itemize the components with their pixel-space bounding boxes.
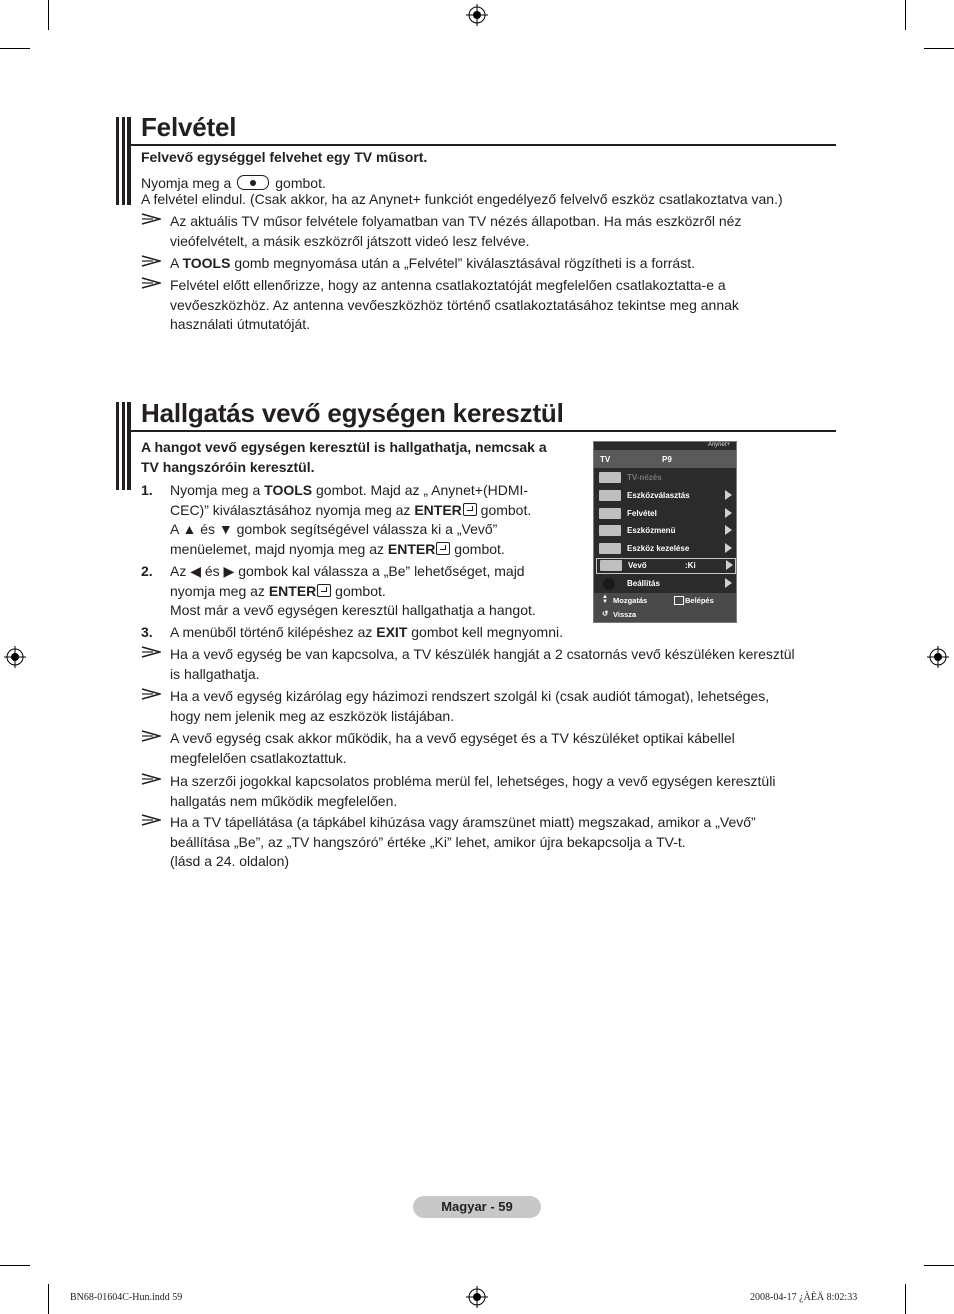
osd-tv-label: TV [600,455,611,464]
note-text: Az aktuális TV műsor felvétele folyamatban van TV nézés állapotban. Ha más eszközről néz vieófelvételt, a másik eszközről játszott videó lesz felvéve. [170,213,742,249]
note-text: Ha a TV tápellátása (a tápkábel kihúzása vagy áramszünet miatt) megszakad, amikor a „Vevő” beállítása „Be”, az „TV hangszóró” értéke „Ki” lehet, amikor újra bekapcsolja a TV-t. (lásd a 24. oldalon) [170,814,756,869]
osd-item-eszkoz-kezelese: Eszköz kezelése [596,541,734,556]
note-text: Ha a vevő egység kizárólag egy házimozi rendszert szolgál ki (csak audiót támogat), lehetséges, hogy nem jelenik meg az eszközök listájában. [170,688,770,724]
section-intro: A hangot vevő egységen keresztül is hallgathatja, nemcsak a [141,439,547,455]
file-slug: BN68-01604C-Hun.indd 59 [70,1292,183,1303]
date-slug: 2008-04-17 ¿ÀÈÄ 8:02:33 [750,1292,858,1303]
tv-menu-screenshot [593,441,737,623]
record-button-icon [237,175,269,190]
osd-item-felvetel: Felvétel [596,506,734,521]
note-text: Ha a vevő egység be van kapcsolva, a TV készülék hangját a 2 csatornás vevő készüléken keresztül is hallgathatja. [170,646,795,682]
updown-icon: ▲ ▼ [602,594,608,605]
enter-icon [317,584,331,597]
note-arrow-icon [141,729,161,743]
page-number-badge: Magyar - 59 [413,1196,541,1218]
note-arrow-icon [141,772,161,786]
arrow-right-icon [725,543,732,553]
device-select-icon [599,490,621,501]
note-text: A TOOLS gomb megnyomása után a „Felvétel” kiválasztásával rögzítheti is a forrást. [170,255,695,271]
registration-mark-icon [927,646,949,668]
osd-enter-label: Belépés [685,596,714,605]
note-arrow-icon [141,254,161,268]
arrow-right-icon [726,560,733,570]
crop-mark [924,1265,954,1266]
settings-gear-icon [603,578,615,590]
section-intro: TV hangszóróin keresztül. [141,459,315,475]
section-title: Felvétel [141,112,237,142]
arrow-right-icon [725,525,732,535]
device-menu-icon [599,525,621,536]
registration-mark-icon [4,646,26,668]
arrow-right-icon [725,578,732,588]
enter-icon [436,542,450,555]
note-arrow-icon [141,645,161,659]
osd-item-eszkozmenu: Eszközmenü [596,523,734,538]
step-number: 3. [141,624,153,640]
record-icon [599,508,621,519]
title-rule [131,144,836,146]
note-arrow-icon [141,212,161,226]
crop-mark [905,1284,906,1314]
crop-mark [48,0,49,30]
crop-mark [0,48,30,49]
osd-item-tv-nezes: TV-nézés [596,470,734,485]
note-text: A vevő egység csak akkor működik, ha a vevő egységet és a TV készüléket optikai kábellel megfelelően csatlakoztattuk. [170,730,735,766]
instruction-line: A felvétel elindul. (Csak akkor, ha az Anynet+ funkciót engedélyező felvelvő eszköz csatlakoztatva van.) [141,191,783,207]
registration-mark-icon [466,4,488,26]
crop-mark [0,1265,30,1266]
note-arrow-icon [141,687,161,701]
osd-item-eszkozvalasztas: Eszközválasztás [596,488,734,503]
instruction-text: Nyomja meg a [141,175,232,191]
step-number: 1. [141,482,153,498]
instruction-text: gombot. [275,175,326,191]
section-title: Hallgatás vevő egységen keresztül [141,398,564,428]
osd-item-vevo: Vevő :Ki [596,558,736,574]
arrow-right-icon [725,490,732,500]
osd-header [594,450,736,468]
osd-vevo-value: :Ki [685,561,696,570]
step-number: 2. [141,563,153,579]
osd-back-label: Vissza [613,610,637,619]
osd-item-beallitas: Beállítás [596,576,734,591]
crop-mark [905,0,906,30]
tv-icon [599,472,621,483]
osd-brand: Anynet+ [707,442,730,448]
section-bar [116,402,131,490]
device-control-icon [599,543,621,554]
osd-channel: P9 [662,455,672,464]
step-text: A menüből történő kilépéshez az EXIT gombot kell megnyomni. [170,624,564,640]
enter-icon [463,503,477,516]
osd-footer [594,593,736,622]
enter-icon [674,596,684,605]
section-bar [116,117,131,205]
note-arrow-icon [141,276,161,290]
return-icon: ↺ [602,609,609,618]
registration-mark-icon [466,1286,488,1308]
note-text: Ha szerzői jogokkal kapcsolatos probléma merül fel, lehetséges, hogy a vevő egységen keresztüli hallgatás nem működik megfelelően. [170,773,776,809]
crop-mark [48,1284,49,1314]
note-text: Felvétel előtt ellenőrizze, hogy az antenna csatlakoztatóját megfelelően csatlakoztatta-e a vevőeszközhöz. Az antenna vevőeszközhöz történő csatlakoztatásához tekintse meg annak használati útmutatóját. [170,277,739,332]
crop-mark [924,48,954,49]
arrow-right-icon [725,508,732,518]
step-text: Az ◀ és ▶ gombok kal válassza a „Be” lehetőséget, majd nyomja meg az ENTER gombot. Most már a vevő egységen keresztül hallgathatja a hangot. [170,563,536,618]
section-intro: Felvevő egységgel felvehet egy TV műsort. [141,149,428,165]
title-rule [131,430,836,432]
receiver-icon [600,560,622,571]
note-arrow-icon [141,813,161,827]
step-text: Nyomja meg a TOOLS gombot. Majd az „ Anynet+(HDMI- CEC)” kiválasztásához nyomja meg az ENTER gombot. A ▲ és ▼ gombok segítségével válassza ki a „Vevő” menüelemet, majd nyomja meg az ENTER gombot. [170,482,532,557]
osd-move-label: Mozgatás [613,596,648,605]
